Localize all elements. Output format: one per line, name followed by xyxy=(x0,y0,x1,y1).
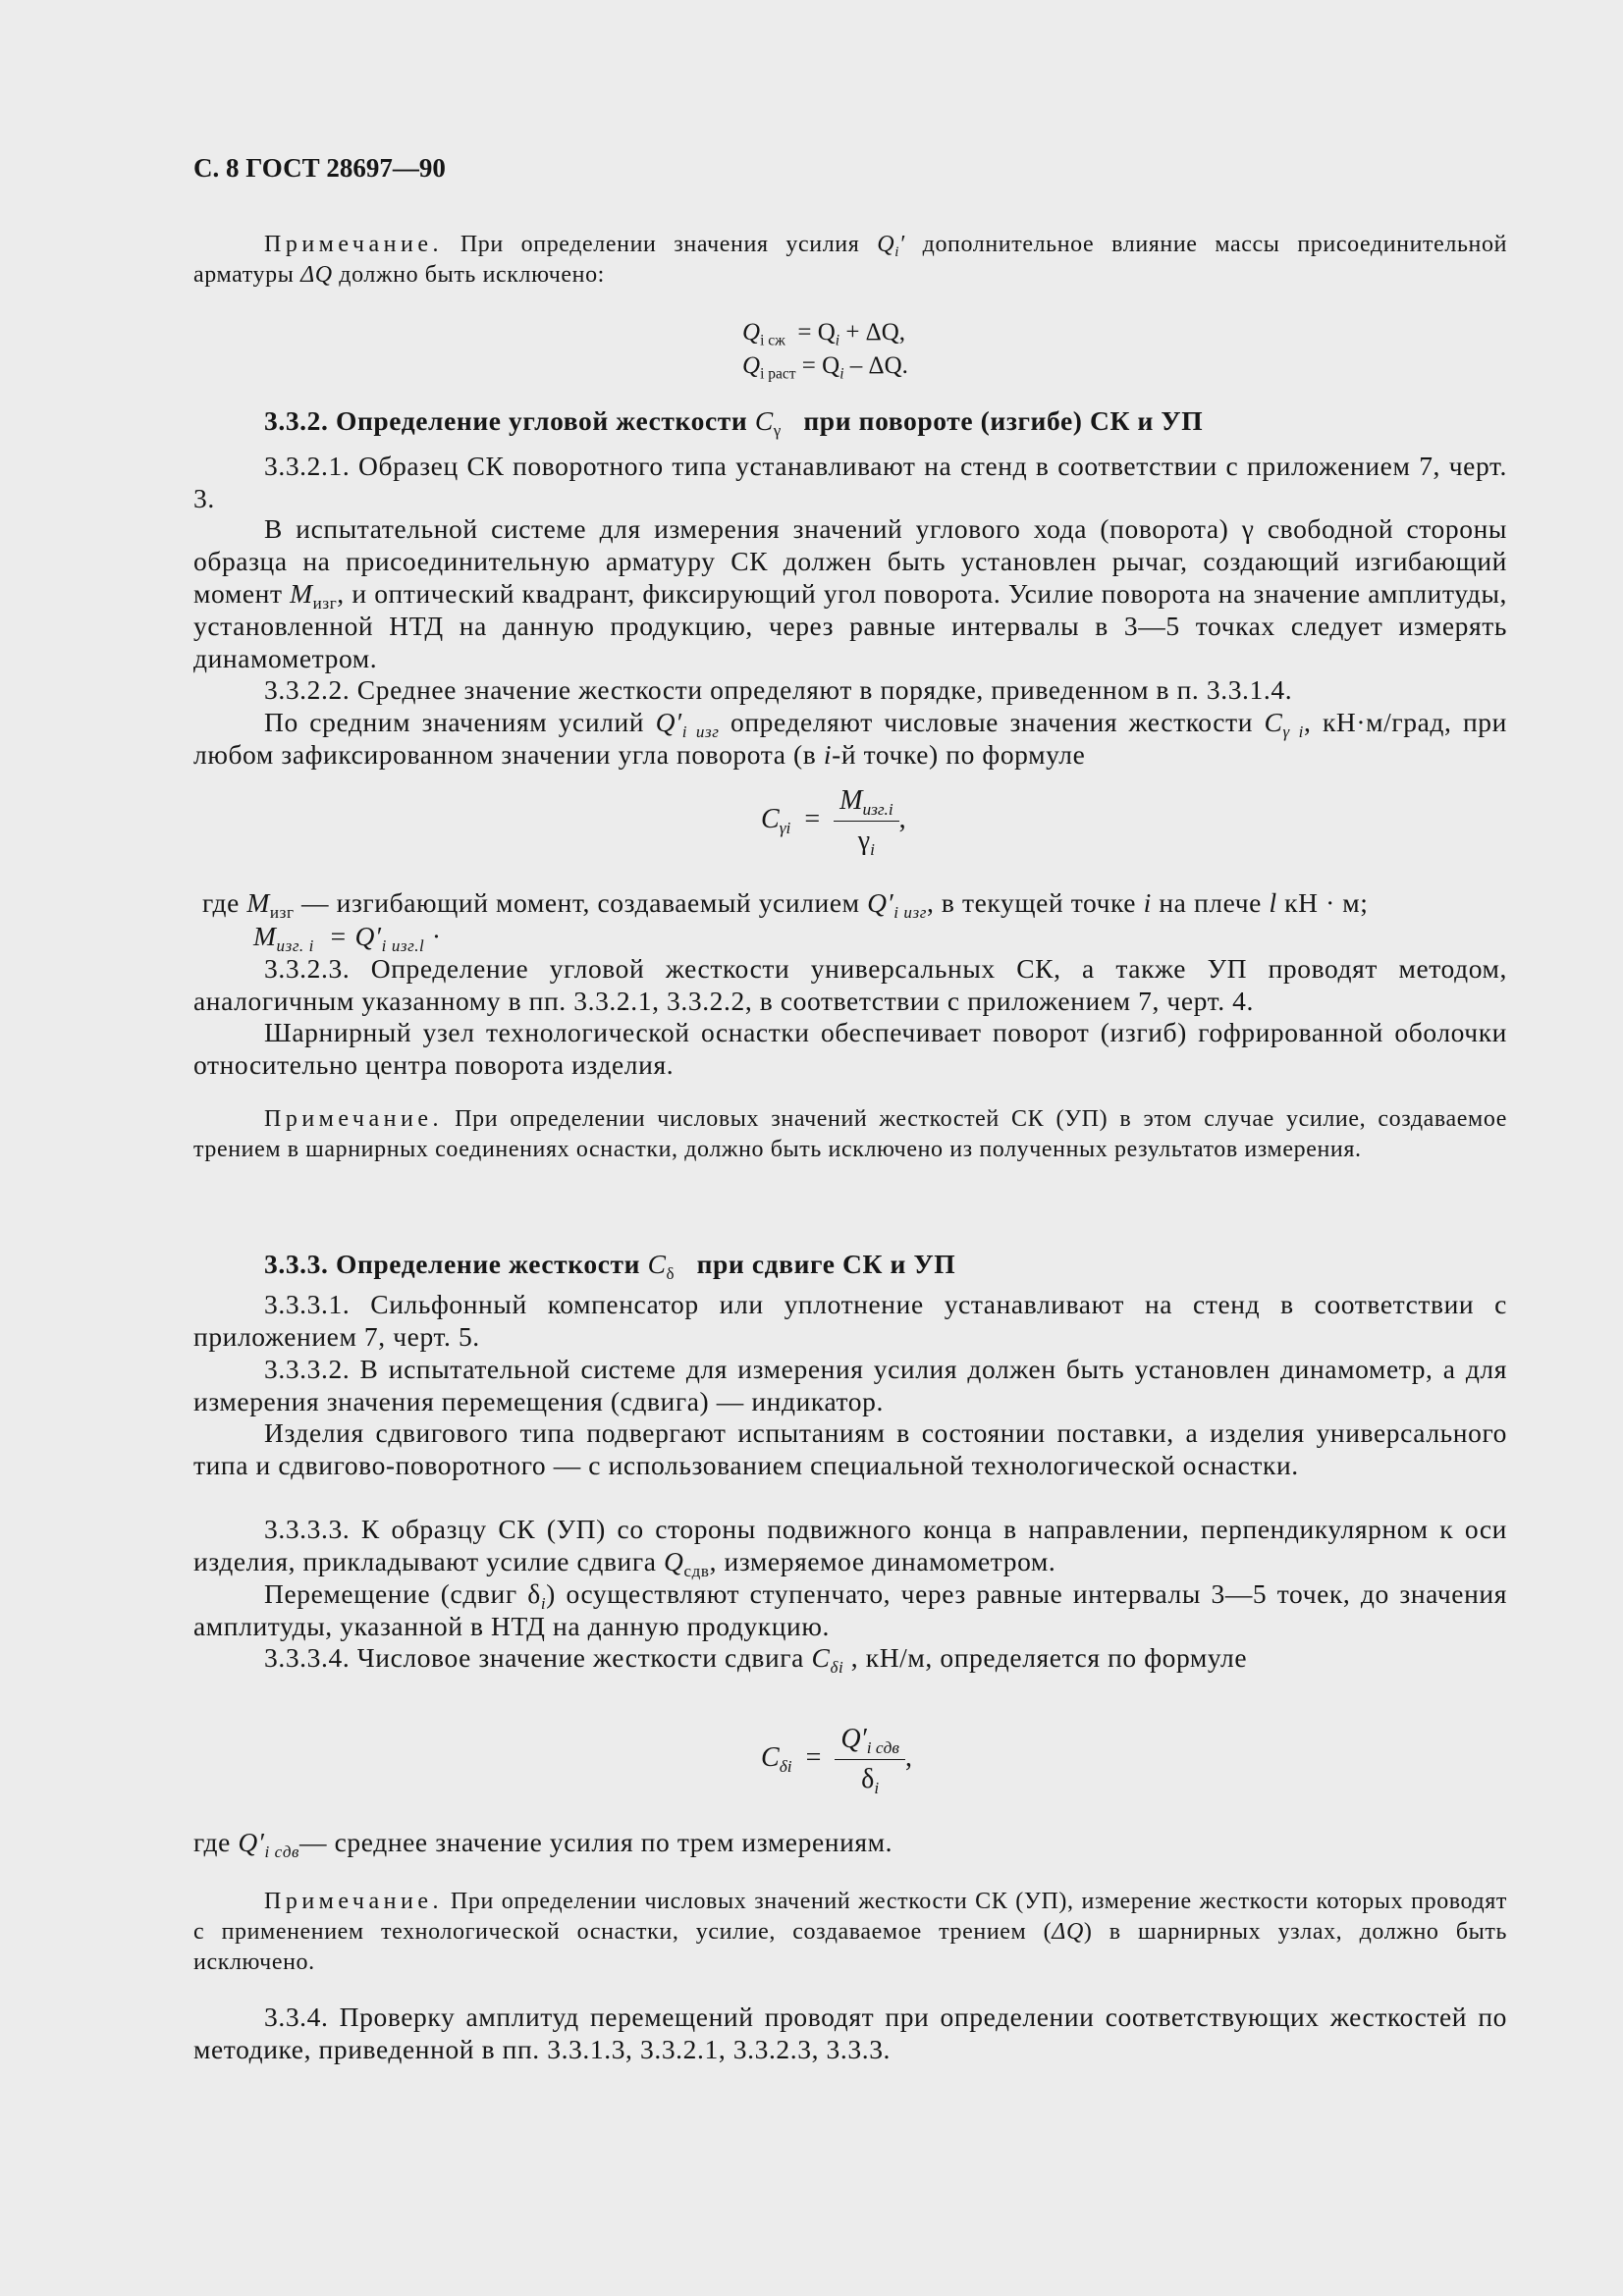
paragraph-hinge-unit: Шарнирный узел технологической оснастки обеспечивает поворот (изгиб) гофрированной оболочки относительно центра поворота изделия. xyxy=(193,1017,1507,1080)
paragraph-displacement: Перемещение (сдвиг $\delta_i$) осуществляют ступенчато, через равные интервалы 3—5 точек, до значения амплитуды, указанной в НТД на данную продукцию. xyxy=(193,1578,1507,1641)
paragraph-3-3-4: 3.3.4. Проверку амплитуд перемещений проводят при определении соответствующих жесткостей по методике, приведенной в пп. 3.3.1.3, 3.3.2.1, 3.3.2.3, 3.3.3. xyxy=(193,2002,1507,2064)
formula-shear-stiffness: $C_{\delta i}$ = $\frac{Q'_{i сдв}}{\delta_i}$ , xyxy=(761,1724,912,1798)
note-label: Примечание. xyxy=(264,232,443,257)
paragraph-3-3-2-1: 3.3.2.1. Образец СК поворотного типа устанавливают на стенд в соответствии с приложением 7, черт. 3. xyxy=(193,451,1507,513)
section-heading-3-3-3: 3.3.3. Определение жесткости $C_\delta$ при сдвиге СК и УП xyxy=(264,1249,956,1283)
formula-row-compression: $Q_{i сж} = Q_i + \Delta Q$, xyxy=(742,319,906,349)
note-1: Примечание. При определении значения усилия $Q_i'$ дополнительное влияние массы присоединительной арматуры ΔQ должно быть исключено: xyxy=(193,232,1508,288)
paragraph-shear-type-products: Изделия сдвигового типа подвергают испытаниям в состоянии поставки, а изделия универсального типа и сдвигово-поворотного — с использованием специальной технологической оснастки. xyxy=(193,1417,1507,1480)
note-label: Примечание. xyxy=(264,1889,443,1914)
paragraph-test-system: В испытательной системе для измерения значений углового хода (поворота) γ свободной стороны образца на присоединительную арматуру СК должен быть установлен рычаг, создающий изгибающий момент $M_{изг}$, и оптический квадрант, фиксирующий угол поворота. Усилие поворота на значение амплитуды, установленной НТД на данную продукцию, через равные интервалы в 3—5 точках следует измерять динамометром. xyxy=(193,513,1507,673)
where-clause-bending-moment: где $M_{изг}$ — изгибающий момент, создаваемый усилием $Q'_{i изг}$, в текущей точке i на плече l кН · м; xyxy=(202,887,1369,922)
paragraph-3-3-3-2: 3.3.3.2. В испытательной системе для измерения усилия должен быть установлен динамометр, а для измерения значения перемещения (сдвига) — индикатор. xyxy=(193,1354,1507,1416)
paragraph-3-3-2-3: 3.3.2.3. Определение угловой жесткости универсальных СК, а также УП проводят методом, аналогичным указанному в пп. 3.3.2.1, 3.3.2.2, в соответствии с приложением 7, черт. 4. xyxy=(193,953,1507,1016)
formula-angular-stiffness: $C_{\gamma i}$ = $\frac{M_{изг.i}}{\gamma_i}$ , xyxy=(761,785,906,860)
paragraph-average-values: По средним значениям усилий $Q'_{i изг}$ определяют числовые значения жесткости $C_{\gamma i}$, кН·м/град, при любом зафиксированном значении угла поворота (в i-й точке) по формуле xyxy=(193,707,1507,770)
paragraph-3-3-3-3: 3.3.3.3. К образцу СК (УП) со стороны подвижного конца в направлении, перпендикулярном к оси изделия, прикладывают усилие сдвига $Q_{сдв}$, измеряемое динамометром. xyxy=(193,1514,1507,1580)
running-head: С. 8 ГОСТ 28697—90 xyxy=(193,153,446,183)
note-label: Примечание. xyxy=(264,1106,443,1132)
section-heading-3-3-2: 3.3.2. Определение угловой жесткости $C_\gamma$ при повороте (изгибе) СК и УП xyxy=(264,405,1204,440)
where-clause-average-force: где $Q'_{i сдв}—$ среднее значение усилия по трем измерениям. xyxy=(193,1827,893,1861)
where-clause-moment-definition: $M_{изг. i} = Q'_{i изг.l}$ · xyxy=(253,921,442,955)
formula-force-compression-tension xyxy=(742,316,908,383)
formula-row-tension: $Q_{i раст} = Q_i - \Delta Q$. xyxy=(742,352,908,383)
paragraph-3-3-3-1: 3.3.3.1. Сильфонный компенсатор или уплотнение устанавливают на стенд в соответствии с приложением 7, черт. 5. xyxy=(193,1289,1507,1352)
paragraph-3-3-2-2: 3.3.2.2. Среднее значение жесткости определяют в порядке, приведенном в п. 3.3.1.4. xyxy=(264,674,1293,705)
note-2: Примечание. При определении числовых значений жесткостей СК (УП) в этом случае усилие, создаваемое трением в шарнирных соединениях оснастки, должно быть исключено из полученных результатов измерения. xyxy=(193,1106,1507,1162)
fraction: $\frac{M_{изг.i}}{\gamma_i}$ xyxy=(834,785,899,857)
note-3: Примечание. При определении числовых значений жесткости СК (УП), измерение жесткости которых проводят с применением технологической оснастки, усилие, создаваемое трением (ΔQ) в шарнирных узлах, должно быть исключено. xyxy=(193,1889,1508,1975)
fraction: $\frac{Q'_{i сдв}}{\delta_i}$ xyxy=(835,1724,905,1795)
paragraph-3-3-3-4: 3.3.3.4. Числовое значение жесткости сдвига $C_{\delta i}$ , кН/м, определяется по формуле xyxy=(264,1642,1248,1677)
